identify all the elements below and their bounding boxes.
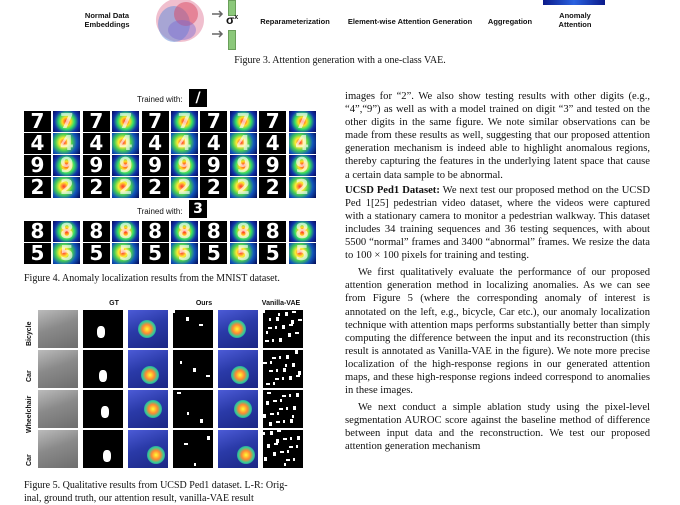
fig3-label-embeddings: Normal Data Embeddings [78,12,136,29]
residual-speck [297,436,300,440]
residual-speck [288,333,291,337]
residual-speck [266,331,268,334]
mnist-grid-2 [24,221,318,265]
residual-speck [194,463,196,466]
residual-speck [279,356,281,359]
residual-speck [295,332,299,334]
residual-speck [289,376,292,380]
residual-speck [186,317,189,321]
residual-speck [284,463,286,466]
trained-digit-2: 3 [193,201,203,217]
residual-speck [265,340,269,342]
ground-truth-blob [99,370,107,382]
residual-speck [292,363,295,367]
mnist-grid-1-cell: 9 [53,155,80,176]
mnist-grid-1-cell: 4 [24,133,51,154]
residual-speck [263,432,265,435]
mnist-grid-1-cell: 2 [200,177,227,198]
residual-speck [273,400,277,402]
ucsd-heading: UCSD Ped1 Dataset: [345,185,440,196]
attention-hotspot [231,366,249,384]
ucsd-image-cell [173,310,213,348]
mnist-grid-2-cell: 8 [83,221,110,242]
ucsd-image-cell [38,430,78,468]
residual-speck [274,443,278,445]
residual-speck [177,392,181,394]
embeddings-scatter [150,0,210,48]
figure-5-caption-line-1: Figure 5. Qualitative results from UCSD Ped1 dataset. L-R: Orig- [24,480,324,493]
residual-speck [291,320,294,324]
residual-speck [277,430,281,432]
ucsd-image-cell [263,310,303,348]
residual-speck [296,375,300,377]
mnist-grid-1-cell: 7 [24,111,51,132]
attention-hotspot [138,320,156,338]
ucsd-image-cell [218,350,258,388]
trained-digit-box-2 [189,200,207,218]
mnist-grid-1-cell: 9 [259,155,286,176]
arrow-icon [210,4,226,44]
fig3-label-anomaly-attention: Anomaly Attention [548,12,602,29]
mnist-grid-1-cell: 7 [230,111,257,132]
residual-speck [276,317,279,321]
figure-4-caption: Figure 4. Anomaly localization results from the MNIST dataset. [24,273,324,286]
mnist-grid-2-cell: 8 [289,221,316,242]
ucsd-image-cell [173,430,213,468]
residual-speck [296,445,298,448]
residual-speck [298,319,302,321]
mnist-grid-1-cell: 2 [171,177,198,198]
row-label-wheelchair: Wheelchair [26,396,33,433]
residual-speck [289,394,291,397]
fig3-label-aggregation: Aggregation [480,18,540,27]
col-header-gt: GT [94,300,134,307]
mnist-grid-2-cell: 8 [230,221,257,242]
fig3-label-attention-generation: Element-wise Attention Generation [345,18,475,27]
residual-speck [173,310,175,313]
mnist-grid-1-cell: 9 [112,155,139,176]
residual-speck [276,421,280,423]
residual-speck [293,406,296,410]
residual-speck [298,371,301,375]
residual-speck [286,459,290,461]
residual-speck [276,369,278,372]
residual-speck [193,368,196,372]
green-vector-2 [228,30,236,50]
mnist-grid-2-cell: 8 [259,221,286,242]
mnist-grid-2-cell: 5 [83,243,110,264]
ucsd-image-cell [173,350,213,388]
ucsd-image-cell [38,350,78,388]
residual-speck [264,457,267,461]
residual-speck [267,392,271,394]
residual-speck [292,415,294,418]
ucsd-image-cell [263,430,303,468]
mnist-grid-1-cell: 7 [289,111,316,132]
figure-5-caption-line-2: inal, ground truth, our attention result, vanilla-VAE result [24,493,324,505]
residual-speck [296,393,299,397]
ucsd-image-cell [83,430,123,468]
residual-speck [187,412,189,415]
mnist-grid-1-cell: 4 [53,133,80,154]
paragraph-4: We next conduct a simple ablation study using the pixel-level segmentation AUROC score against the baseline method of difference between input data and the reconstruction. We test our proposed attention generation mechanism [345,401,650,453]
sigma-sup: x [234,14,238,21]
mnist-grid-1-cell: 4 [142,133,169,154]
ground-truth-blob [103,450,111,462]
residual-speck [267,444,270,448]
mnist-grid-1-cell: 2 [142,177,169,198]
mnist-grid-1-cell: 4 [112,133,139,154]
col-header-ours: Ours [184,300,224,307]
right-column [345,90,650,454]
ground-truth-blob [97,326,105,338]
residual-speck [283,368,286,372]
mnist-grid-2-cell: 8 [112,221,139,242]
residual-speck [275,378,279,380]
mnist-grid-2-cell: 8 [24,221,51,242]
figure-3-caption: Figure 3. Attention generation with a one-class VAE. [0,55,680,68]
attention-hotspot [144,400,162,418]
attention-hotspot [228,320,246,338]
residual-speck [273,452,276,456]
mnist-grid-1-cell: 7 [83,111,110,132]
residual-speck [283,420,285,423]
residual-speck [263,414,266,418]
mnist-grid-2-cell: 8 [142,221,169,242]
mnist-grid-1-cell: 9 [24,155,51,176]
residual-speck [280,399,282,402]
ucsd-image-cell [38,390,78,428]
residual-speck [269,318,271,321]
residual-speck [292,311,296,313]
residual-speck [285,312,288,316]
residual-speck [270,361,272,364]
ucsd-image-cell [83,390,123,428]
residual-speck [272,339,274,342]
ucsd-image-cell [218,390,258,428]
residual-speck [206,375,210,377]
mnist-grid-1 [24,111,318,199]
residual-speck [276,439,279,443]
residual-speck [200,419,203,423]
mnist-grid-1-cell: 7 [53,111,80,132]
ucsd-image-cell [263,390,303,428]
mnist-grid-1-cell: 4 [289,133,316,154]
figure-4 [24,88,324,288]
mnist-grid-2-cell: 8 [171,221,198,242]
attention-hotspot [237,446,255,464]
residual-speck [199,324,203,326]
mnist-grid-1-cell: 9 [171,155,198,176]
row-label-car-1: Car [26,370,33,382]
row-label-bicycle: Bicycle [26,321,33,346]
paragraph-2 [345,184,650,263]
residual-speck [184,443,188,445]
mnist-grid-1-cell: 7 [142,111,169,132]
attention-hotspot [234,400,252,418]
residual-speck [295,350,298,354]
mnist-grid-1-cell: 4 [171,133,198,154]
ucsd-image-cell [38,310,78,348]
residual-speck [286,355,289,359]
residual-speck [207,436,210,440]
attention-hotspot [147,446,165,464]
residual-speck [282,395,286,397]
col-header-vanilla-vae: Vanilla-VAE [246,300,316,307]
mnist-grid-1-cell: 7 [171,111,198,132]
mnist-grid-2-cell: 5 [112,243,139,264]
residual-speck [270,413,274,415]
row-label-car-2: Car [26,454,33,466]
residual-speck [272,357,276,359]
mnist-grid-1-cell: 2 [289,177,316,198]
ucsd-image-cell [128,390,168,428]
mnist-grid-1-cell: 4 [230,133,257,154]
anomaly-attention-map [543,0,605,5]
residual-speck [285,364,287,367]
ucsd-image-cell [218,310,258,348]
figure-3 [0,0,680,70]
trained-with-label-2: Trained with: [137,207,183,216]
residual-speck [277,412,279,415]
mnist-grid-1-cell: 2 [112,177,139,198]
residual-speck [269,422,272,426]
figure-5 [24,298,324,478]
paragraph-2-text: We next test our proposed method on the UCSD Ped 1[25] pedestrian video dataset, where the videos were captured with a stationary camera to monitor a pedestrian walkway. This dataset includes 34 training sequences and 36 testing sequences, with about 5500 “normal” frames and 3400 “abnormal” frames. We resize the data to 100 × 100 pixels for training and testing. [345,185,650,261]
mnist-grid-1-cell: 4 [259,133,286,154]
mnist-grid-2-cell: 5 [259,243,286,264]
mnist-grid-2-cell: 8 [53,221,80,242]
residual-speck [263,310,265,313]
mnist-grid-1-cell: 9 [230,155,257,176]
mnist-grid-2-cell: 5 [142,243,169,264]
residual-speck [282,377,284,380]
residual-speck [280,451,284,453]
trained-with-label-1: Trained with: [137,95,183,104]
mnist-grid-1-cell: 2 [230,177,257,198]
mnist-grid-1-cell: 7 [200,111,227,132]
residual-speck [287,450,289,453]
trained-digit-box-1 [189,89,207,107]
paragraph-1: images for “2”. We also show testing results with other digits (e.g., “4”,“9”) as well as with a model trained on digit “3” and tested on the other digits in the same figure. We note similar observations can be made from these results as well, suggesting that our proposed attention generation mechanism is indeed able to highlight anomalous regions, thereby capturing the features in the underlying latent space that cause a certain data sample to be abnormal. [345,90,650,182]
residual-speck [283,438,287,440]
mnist-grid-1-cell: 4 [83,133,110,154]
fig3-label-reparameterization: Reparameterization [250,18,340,27]
residual-speck [273,382,275,385]
mnist-grid-1-cell: 2 [53,177,80,198]
ucsd-grid [38,310,310,478]
mnist-grid-1-cell: 2 [83,177,110,198]
mnist-grid-2-cell: 5 [24,243,51,264]
residual-speck [289,446,293,448]
paragraph-3: We first qualitatively evaluate the performance of our proposed attention generation method in localizing anomalies. As we can see from Figure 5 (where the corresponding anomaly of interest is annotated on the left, e.g., bicycle, Car etc.), our anomaly localization technique with attention maps performs substantially better than simply computing the difference between the input and its reconstruction (this result is annotated as Vanilla-VAE in the figure). We note more precise localization of the high-response regions in our generated attention maps, and these high-response regions indeed correspond to anomalies in these images. [345,266,650,397]
ucsd-image-cell [83,350,123,388]
ucsd-image-cell [173,390,213,428]
sigma-text: σ [226,13,234,27]
residual-speck [266,401,269,405]
mnist-grid-2-cell: 5 [230,243,257,264]
mnist-grid-1-cell: 7 [259,111,286,132]
ucsd-image-cell [218,430,258,468]
residual-speck [278,313,280,316]
mnist-grid-2-cell: 8 [200,221,227,242]
mnist-grid-2-cell: 5 [200,243,227,264]
residual-speck [263,362,267,364]
mnist-grid-2-cell: 5 [53,243,80,264]
ucsd-image-cell [83,310,123,348]
ucsd-image-cell [128,430,168,468]
figure-5-caption [24,480,324,505]
residual-speck [270,431,273,435]
mnist-grid-2-cell: 5 [171,243,198,264]
ucsd-image-cell [128,350,168,388]
residual-speck [266,383,270,385]
ucsd-image-cell [128,310,168,348]
residual-speck [286,407,288,410]
residual-speck [290,419,293,423]
residual-speck [279,338,282,342]
mnist-grid-1-cell: 9 [142,155,169,176]
mnist-grid-1-cell: 9 [83,155,110,176]
ucsd-image-cell [263,350,303,388]
mnist-grid-1-cell: 4 [200,133,227,154]
sigma-symbol [226,13,238,27]
residual-speck [290,437,292,440]
residual-speck [180,361,182,364]
mnist-grid-1-cell: 2 [259,177,286,198]
ground-truth-blob [101,406,109,418]
attention-hotspot [141,366,159,384]
trained-digit-1: / [195,90,200,106]
residual-speck [282,325,285,329]
mnist-grid-2-cell: 5 [289,243,316,264]
mnist-grid-1-cell: 7 [112,111,139,132]
residual-speck [268,327,272,329]
residual-speck [275,326,277,329]
residual-speck [269,370,273,372]
mnist-grid-1-cell: 2 [24,177,51,198]
residual-speck [289,324,293,326]
residual-speck [279,408,283,410]
residual-speck [293,458,295,461]
mnist-grid-1-cell: 9 [200,155,227,176]
mnist-grid-1-cell: 9 [289,155,316,176]
